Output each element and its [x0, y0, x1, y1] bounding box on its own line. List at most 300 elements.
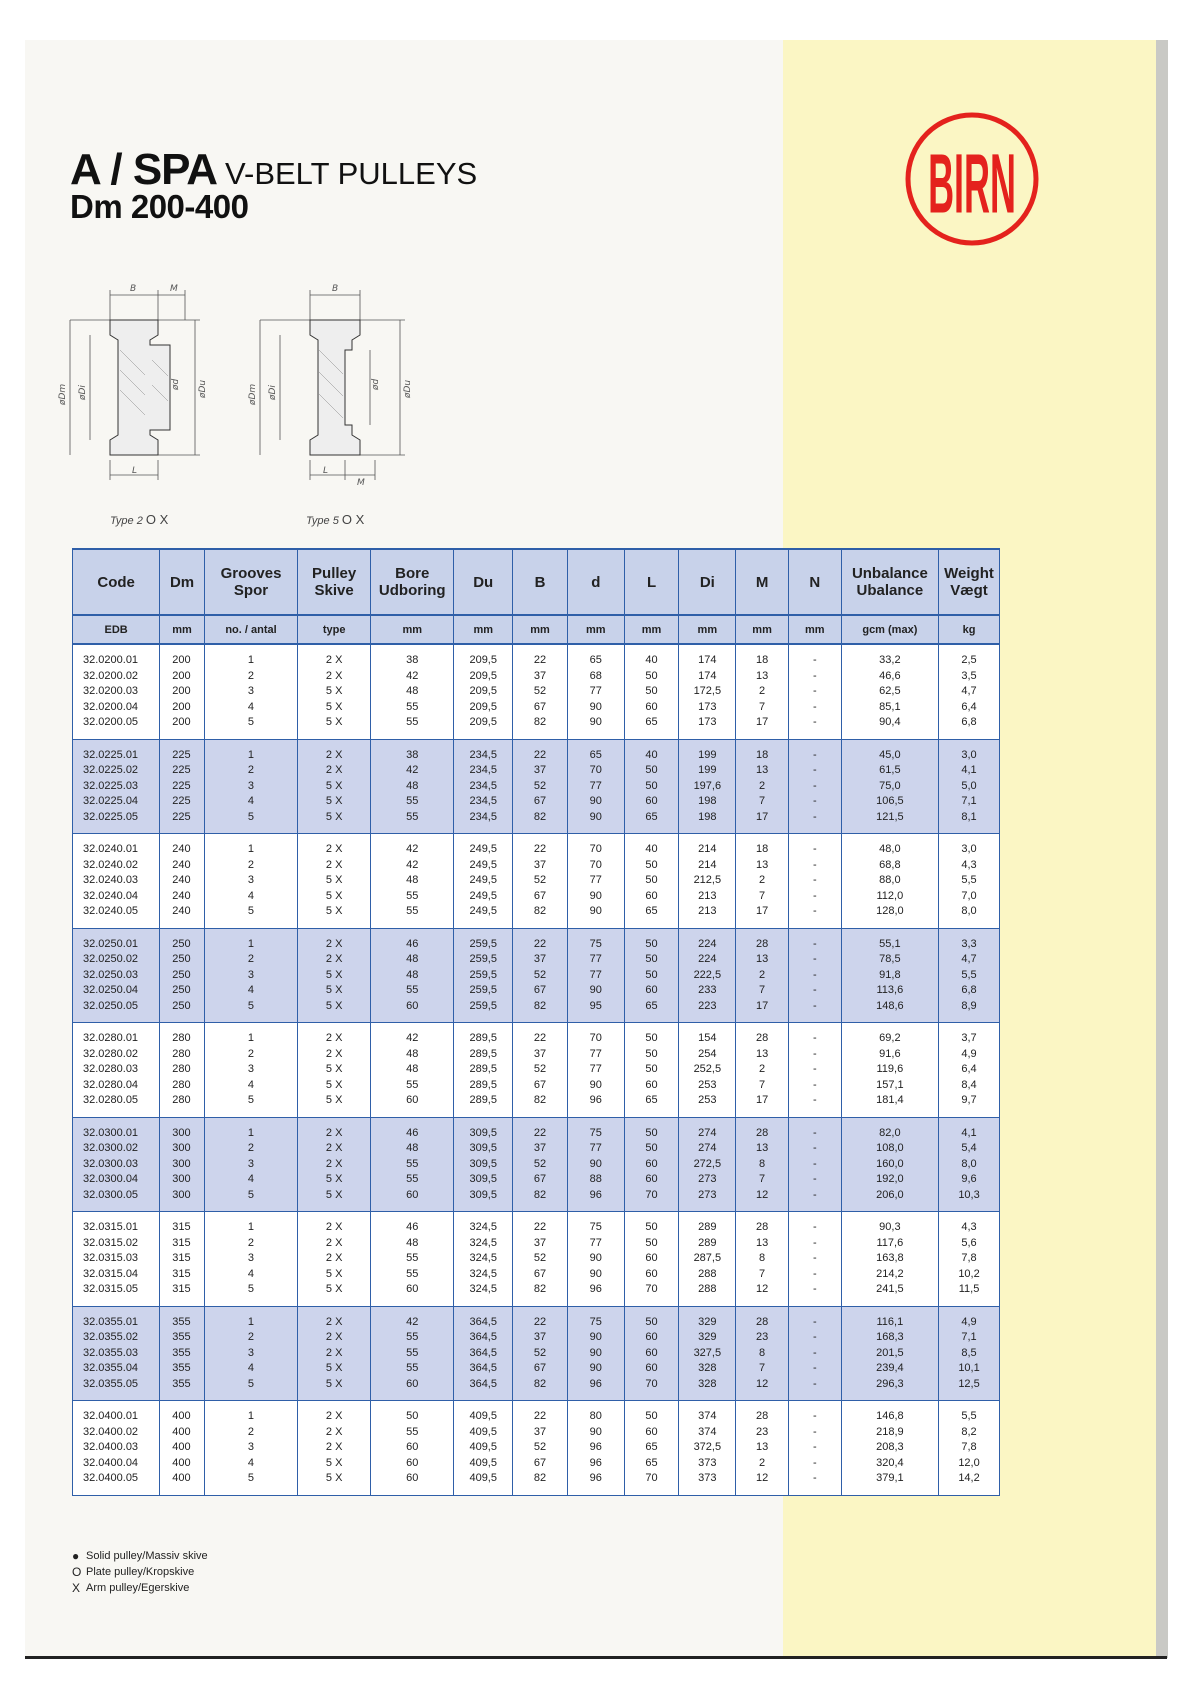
table-cell: 75,0 — [841, 779, 938, 795]
column-header: Dm — [160, 549, 205, 615]
table-cell: 32.0315.04 — [73, 1267, 160, 1283]
table-cell: - — [788, 1047, 841, 1063]
column-header: Bore Udboring — [371, 549, 454, 615]
table-cell: 61,5 — [841, 763, 938, 779]
table-cell: 48 — [371, 1062, 454, 1078]
table-cell: 77 — [567, 1047, 624, 1063]
table-cell: 48 — [371, 1047, 454, 1063]
table-cell: 13 — [736, 1236, 789, 1252]
table-cell: 70 — [624, 1377, 679, 1401]
table-cell: 12 — [736, 1188, 789, 1212]
table-cell: 12,0 — [939, 1456, 1000, 1472]
table-cell: - — [788, 1141, 841, 1157]
table-cell: 77 — [567, 684, 624, 700]
table-cell: 55 — [371, 700, 454, 716]
table-cell: 2 X — [298, 1047, 371, 1063]
table-cell: 55 — [371, 715, 454, 739]
table-cell: 198 — [679, 810, 736, 834]
table-cell: - — [788, 873, 841, 889]
table-cell: 218,9 — [841, 1425, 938, 1441]
table-row — [73, 928, 1000, 952]
table-cell: 32.0355.05 — [73, 1377, 160, 1401]
table-cell: 55 — [371, 1267, 454, 1283]
table-cell: 90 — [567, 810, 624, 834]
table-row — [73, 810, 1000, 834]
table-cell: 70 — [567, 1023, 624, 1047]
table-cell: 5 X — [298, 779, 371, 795]
table-cell: 17 — [736, 904, 789, 928]
table-cell: 55 — [371, 810, 454, 834]
table-cell: 241,5 — [841, 1282, 938, 1306]
table-cell: 50 — [624, 684, 679, 700]
table-cell: 315 — [160, 1212, 205, 1236]
table-row — [73, 715, 1000, 739]
table-cell: 32.0250.01 — [73, 928, 160, 952]
table-cell: 249,5 — [454, 834, 513, 858]
table-cell: 8,9 — [939, 999, 1000, 1023]
table-cell: 5 X — [298, 889, 371, 905]
table-cell: 327,5 — [679, 1346, 736, 1362]
table-cell: 55 — [371, 1361, 454, 1377]
table-cell: 289,5 — [454, 1093, 513, 1117]
table-cell: 249,5 — [454, 858, 513, 874]
legend-symbol: X — [72, 1581, 81, 1595]
table-cell: 50 — [624, 779, 679, 795]
table-cell: 280 — [160, 1078, 205, 1094]
table-cell: 214 — [679, 834, 736, 858]
table-row — [73, 1188, 1000, 1212]
table-cell: 355 — [160, 1306, 205, 1330]
table-cell: - — [788, 1267, 841, 1283]
page-subtitle: Dm 200-400 — [70, 188, 249, 225]
table-row — [73, 1141, 1000, 1157]
table-cell: 32.0250.03 — [73, 968, 160, 984]
table-row-group — [73, 644, 1000, 739]
table-cell: 67 — [513, 794, 568, 810]
table-row — [73, 1377, 1000, 1401]
table-cell: 32.0240.02 — [73, 858, 160, 874]
table-cell: 70 — [567, 858, 624, 874]
table-cell: 32.0240.04 — [73, 889, 160, 905]
table-cell: 60 — [371, 1456, 454, 1472]
table-cell: 209,5 — [454, 715, 513, 739]
table-cell: 296,3 — [841, 1377, 938, 1401]
table-cell: - — [788, 1346, 841, 1362]
table-cell: 163,8 — [841, 1251, 938, 1267]
table-cell: 12 — [736, 1471, 789, 1495]
table-cell: 324,5 — [454, 1236, 513, 1252]
table-cell: 250 — [160, 928, 205, 952]
table-cell: 5 X — [298, 684, 371, 700]
table-cell: 249,5 — [454, 873, 513, 889]
table-cell: 22 — [513, 644, 568, 669]
table-cell: 6,4 — [939, 700, 1000, 716]
table-cell: 2 — [736, 1456, 789, 1472]
table-cell: 96 — [567, 1188, 624, 1212]
table-cell: 32.0300.05 — [73, 1188, 160, 1212]
table-cell: - — [788, 644, 841, 669]
table-cell: 48 — [371, 1236, 454, 1252]
table-row — [73, 1062, 1000, 1078]
table-cell: 2 — [204, 952, 297, 968]
table-cell: 240 — [160, 873, 205, 889]
table-cell: 42 — [371, 834, 454, 858]
table-cell: 224 — [679, 952, 736, 968]
table-cell: 364,5 — [454, 1330, 513, 1346]
table-cell: 250 — [160, 999, 205, 1023]
page-edge — [1156, 40, 1168, 1658]
table-cell: 168,3 — [841, 1330, 938, 1346]
diagram-label-dm: øDm — [58, 383, 68, 405]
table-cell: 13 — [736, 1141, 789, 1157]
table-cell: 2 X — [298, 1440, 371, 1456]
table-cell: 28 — [736, 928, 789, 952]
table-cell: 52 — [513, 1157, 568, 1173]
table-cell: 68 — [567, 669, 624, 685]
table-row — [73, 968, 1000, 984]
table-cell: 95 — [567, 999, 624, 1023]
table-cell: 2 — [204, 763, 297, 779]
table-cell: 201,5 — [841, 1346, 938, 1362]
table-cell: - — [788, 1062, 841, 1078]
table-cell: 37 — [513, 952, 568, 968]
table-cell: 37 — [513, 763, 568, 779]
table-cell: 234,5 — [454, 810, 513, 834]
table-cell: 5 X — [298, 1188, 371, 1212]
diagram-label-l: L — [132, 466, 138, 476]
table-cell: 8,0 — [939, 904, 1000, 928]
table-cell: 309,5 — [454, 1157, 513, 1173]
table-cell: 96 — [567, 1471, 624, 1495]
table-cell: 50 — [371, 1401, 454, 1425]
table-cell: 240 — [160, 889, 205, 905]
table-cell: 1 — [204, 644, 297, 669]
diagram-label-b: B — [332, 284, 339, 294]
table-cell: 5 X — [298, 1456, 371, 1472]
column-unit: mm — [371, 615, 454, 644]
table-row — [73, 1251, 1000, 1267]
table-cell: 116,1 — [841, 1306, 938, 1330]
table-cell: 18 — [736, 644, 789, 669]
table-cell: 82 — [513, 810, 568, 834]
table-cell: 1 — [204, 1117, 297, 1141]
table-cell: 209,5 — [454, 644, 513, 669]
table-cell: 274 — [679, 1141, 736, 1157]
table-cell: 50 — [624, 873, 679, 889]
table-cell: 374 — [679, 1401, 736, 1425]
table-cell: 55 — [371, 983, 454, 999]
table-cell: 117,6 — [841, 1236, 938, 1252]
table-cell: 77 — [567, 952, 624, 968]
table-cell: 173 — [679, 715, 736, 739]
table-cell: 50 — [624, 968, 679, 984]
table-cell: 289 — [679, 1236, 736, 1252]
table-row — [73, 1306, 1000, 1330]
table-cell: 5 X — [298, 1062, 371, 1078]
table-cell: 67 — [513, 1078, 568, 1094]
table-cell: 22 — [513, 1212, 568, 1236]
table-cell: 18 — [736, 834, 789, 858]
table-cell: - — [788, 1117, 841, 1141]
table-cell: 65 — [567, 739, 624, 763]
diagram-type-5 — [248, 280, 425, 505]
table-cell: 45,0 — [841, 739, 938, 763]
title-bold: A / SPA — [70, 145, 218, 194]
table-cell: 289 — [679, 1212, 736, 1236]
table-cell: 22 — [513, 739, 568, 763]
table-cell: 2 — [204, 1425, 297, 1441]
table-cell: 7 — [736, 1172, 789, 1188]
table-cell: 65 — [624, 1093, 679, 1117]
table-cell: 75 — [567, 1117, 624, 1141]
column-unit: mm — [454, 615, 513, 644]
table-cell: 55 — [371, 1172, 454, 1188]
table-cell: 42 — [371, 858, 454, 874]
table-cell: 8 — [736, 1251, 789, 1267]
column-unit: type — [298, 615, 371, 644]
table-cell: 17 — [736, 1093, 789, 1117]
table-cell: 50 — [624, 669, 679, 685]
table-cell: 250 — [160, 983, 205, 999]
table-cell: 82 — [513, 715, 568, 739]
table-cell: 209,5 — [454, 684, 513, 700]
table-cell: 223 — [679, 999, 736, 1023]
table-cell: 55 — [371, 1330, 454, 1346]
table-cell: 90 — [567, 700, 624, 716]
table-cell: 355 — [160, 1377, 205, 1401]
table-cell: 23 — [736, 1330, 789, 1346]
table-cell: 2 — [736, 968, 789, 984]
table-row — [73, 700, 1000, 716]
table-cell: 272,5 — [679, 1157, 736, 1173]
bottom-rule — [25, 1656, 1167, 1659]
table-cell: 234,5 — [454, 779, 513, 795]
table-cell: 355 — [160, 1361, 205, 1377]
table-cell: 17 — [736, 810, 789, 834]
table-row-group — [73, 1117, 1000, 1212]
table-cell: 32.0240.05 — [73, 904, 160, 928]
table-cell: 5 — [204, 1471, 297, 1495]
table-cell: 9,6 — [939, 1172, 1000, 1188]
table-cell: 2 X — [298, 1023, 371, 1047]
table-cell: - — [788, 669, 841, 685]
table-cell: 4 — [204, 889, 297, 905]
table-cell: 289,5 — [454, 1062, 513, 1078]
column-unit: mm — [160, 615, 205, 644]
pulley-spec-table — [72, 548, 1000, 1496]
table-cell: 374 — [679, 1425, 736, 1441]
table-cell: 22 — [513, 834, 568, 858]
table-cell: - — [788, 1425, 841, 1441]
table-cell: - — [788, 889, 841, 905]
column-header: B — [513, 549, 568, 615]
table-cell: 197,6 — [679, 779, 736, 795]
table-cell: 50 — [624, 1401, 679, 1425]
table-cell: 32.0315.05 — [73, 1282, 160, 1306]
table-cell: - — [788, 794, 841, 810]
table-cell: 160,0 — [841, 1157, 938, 1173]
table-cell: 65 — [624, 999, 679, 1023]
table-cell: 60 — [624, 794, 679, 810]
table-cell: 60 — [624, 1078, 679, 1094]
table-cell: 3,3 — [939, 928, 1000, 952]
table-cell: 409,5 — [454, 1456, 513, 1472]
table-cell: 90 — [567, 1267, 624, 1283]
column-header: Di — [679, 549, 736, 615]
table-cell: 249,5 — [454, 904, 513, 928]
table-cell: 400 — [160, 1425, 205, 1441]
table-cell: 48 — [371, 1141, 454, 1157]
table-cell: 32.0300.04 — [73, 1172, 160, 1188]
table-cell: 199 — [679, 763, 736, 779]
table-cell: 7,0 — [939, 889, 1000, 905]
table-cell: 32.0225.03 — [73, 779, 160, 795]
table-cell: - — [788, 983, 841, 999]
table-cell: 2 — [736, 1062, 789, 1078]
table-cell: 85,1 — [841, 700, 938, 716]
table-cell: 90 — [567, 794, 624, 810]
table-cell: 198 — [679, 794, 736, 810]
table-cell: 2 X — [298, 1425, 371, 1441]
table-cell: 5,5 — [939, 873, 1000, 889]
table-cell: 32.0355.04 — [73, 1361, 160, 1377]
table-cell: - — [788, 700, 841, 716]
table-cell: 259,5 — [454, 983, 513, 999]
table-cell: 17 — [736, 999, 789, 1023]
table-cell: 4 — [204, 1172, 297, 1188]
table-cell: 90 — [567, 1251, 624, 1267]
table-cell: 250 — [160, 952, 205, 968]
table-cell: 225 — [160, 794, 205, 810]
table-cell: 3 — [204, 873, 297, 889]
table-cell: 200 — [160, 700, 205, 716]
table-cell: 96 — [567, 1093, 624, 1117]
table-cell: 289,5 — [454, 1047, 513, 1063]
table-cell: 60 — [624, 889, 679, 905]
table-cell: 37 — [513, 858, 568, 874]
table-cell: 82 — [513, 904, 568, 928]
table-cell: 32.0400.03 — [73, 1440, 160, 1456]
table-cell: 70 — [567, 834, 624, 858]
table-cell: 273 — [679, 1188, 736, 1212]
diagram-label-du: øDu — [198, 379, 208, 398]
table-cell: 5 X — [298, 1377, 371, 1401]
table-cell: 4 — [204, 1456, 297, 1472]
table-cell: 1 — [204, 1212, 297, 1236]
table-cell: - — [788, 999, 841, 1023]
table-cell: 315 — [160, 1251, 205, 1267]
legend-symbol: O — [72, 1565, 82, 1579]
table-cell: 208,3 — [841, 1440, 938, 1456]
table-cell: 240 — [160, 834, 205, 858]
diagram-label-di: øDi — [268, 385, 278, 400]
table-cell: 32.0200.01 — [73, 644, 160, 669]
table-cell: 4,7 — [939, 684, 1000, 700]
table-row — [73, 952, 1000, 968]
table-row-group — [73, 1023, 1000, 1118]
table-cell: 55 — [371, 1346, 454, 1362]
table-cell: 2 X — [298, 1330, 371, 1346]
table-cell: 7 — [736, 794, 789, 810]
table-cell: 91,8 — [841, 968, 938, 984]
column-header: Grooves Spor — [204, 549, 297, 615]
table-cell: 32.0315.01 — [73, 1212, 160, 1236]
table-cell: 80 — [567, 1401, 624, 1425]
table-cell: 409,5 — [454, 1401, 513, 1425]
table-cell: 121,5 — [841, 810, 938, 834]
table-cell: 50 — [624, 1047, 679, 1063]
table-row — [73, 873, 1000, 889]
legend — [72, 1548, 208, 1596]
column-unit: gcm (max) — [841, 615, 938, 644]
table-cell: 90 — [567, 1330, 624, 1346]
table-cell: - — [788, 1157, 841, 1173]
table-cell: 60 — [624, 700, 679, 716]
table-cell: 11,5 — [939, 1282, 1000, 1306]
table-cell: 4 — [204, 1078, 297, 1094]
table-cell: 409,5 — [454, 1471, 513, 1495]
table-cell: 3 — [204, 684, 297, 700]
table-cell: 2 X — [298, 834, 371, 858]
table-cell: 300 — [160, 1157, 205, 1173]
table-cell: 214 — [679, 858, 736, 874]
table-cell: 67 — [513, 1172, 568, 1188]
table-cell: 55 — [371, 904, 454, 928]
table-cell: 33,2 — [841, 644, 938, 669]
table-cell: 300 — [160, 1141, 205, 1157]
table-cell: 90 — [567, 1078, 624, 1094]
table-cell: - — [788, 1377, 841, 1401]
table-cell: 3 — [204, 1157, 297, 1173]
table-cell: 274 — [679, 1117, 736, 1141]
table-cell: 3 — [204, 968, 297, 984]
table-cell: 4,7 — [939, 952, 1000, 968]
diagram-label-di: øDi — [78, 385, 88, 400]
table-row — [73, 1282, 1000, 1306]
table-cell: 75 — [567, 928, 624, 952]
table-cell: 32.0315.02 — [73, 1236, 160, 1252]
table-cell: 32.0355.01 — [73, 1306, 160, 1330]
table-cell: 5,0 — [939, 779, 1000, 795]
table-cell: 60 — [624, 1251, 679, 1267]
table-cell: 50 — [624, 1306, 679, 1330]
table-cell: 2 X — [298, 1157, 371, 1173]
table-cell: 60 — [624, 1346, 679, 1362]
table-cell: 22 — [513, 1306, 568, 1330]
table-cell: 8 — [736, 1346, 789, 1362]
table-cell: 5 X — [298, 700, 371, 716]
diagram-label-m: M — [170, 284, 178, 294]
table-cell: 1 — [204, 739, 297, 763]
table-cell: 60 — [624, 1172, 679, 1188]
table-cell: 4 — [204, 983, 297, 999]
table-cell: 4 — [204, 1267, 297, 1283]
column-unit: mm — [567, 615, 624, 644]
table-cell: 300 — [160, 1117, 205, 1141]
table-row — [73, 1047, 1000, 1063]
table-cell: 68,8 — [841, 858, 938, 874]
birn-logo — [903, 110, 1041, 248]
table-cell: - — [788, 952, 841, 968]
table-cell: 77 — [567, 1141, 624, 1157]
table-cell: 5 X — [298, 1078, 371, 1094]
table-cell: 40 — [624, 644, 679, 669]
table-cell: 88,0 — [841, 873, 938, 889]
table-cell: 10,1 — [939, 1361, 1000, 1377]
table-cell: 5 X — [298, 715, 371, 739]
table-cell: 48 — [371, 873, 454, 889]
table-cell: 32.0200.04 — [73, 700, 160, 716]
